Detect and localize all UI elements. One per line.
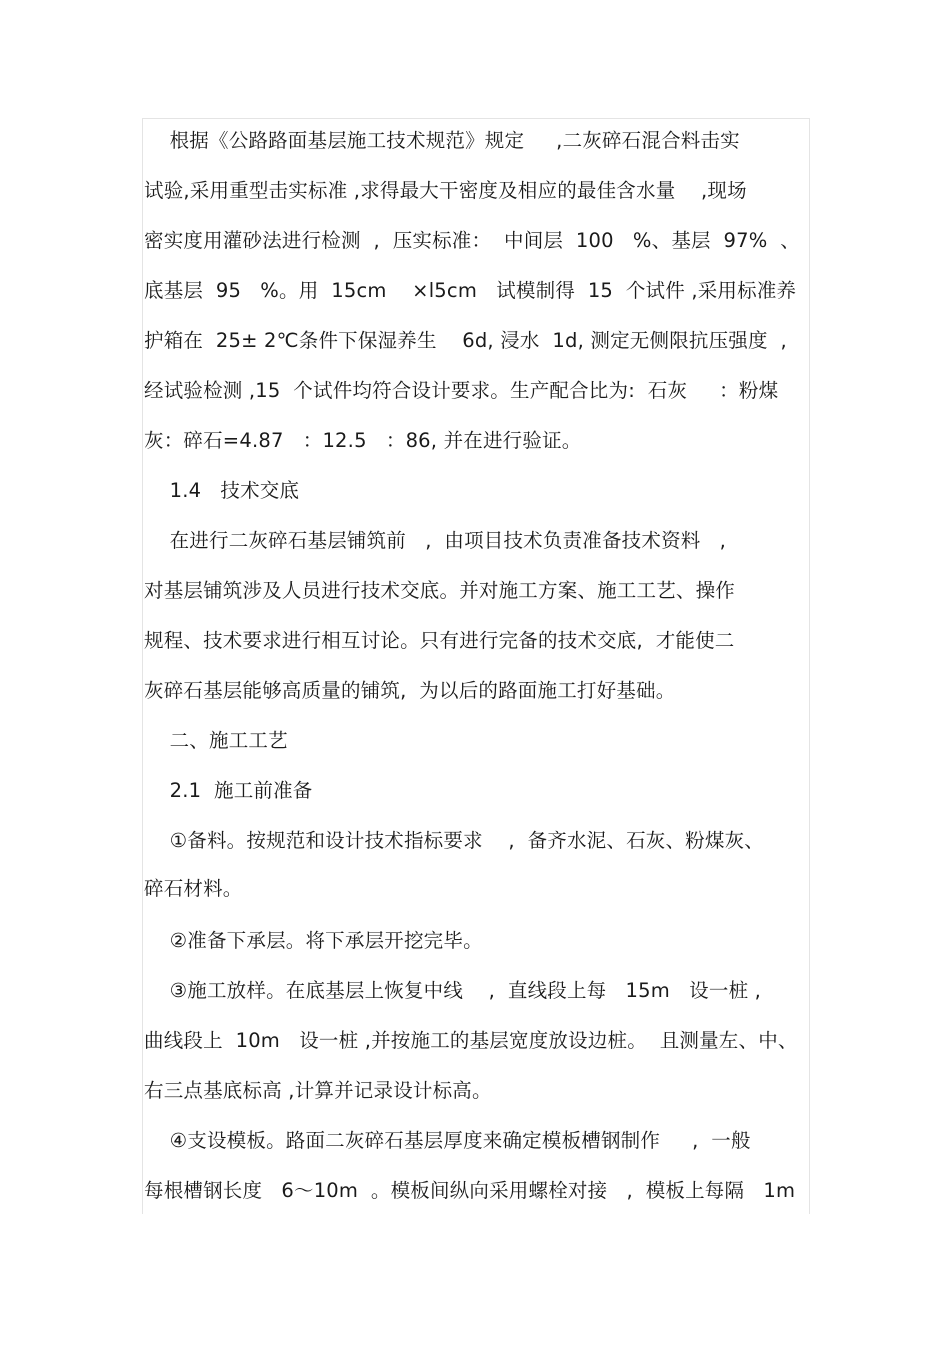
list-item-line: 碎石材料。 xyxy=(144,877,243,900)
paragraph-line: 密实度用灌砂法进行检测 , 压实标准： 中间层 100 %、基层 97% 、 xyxy=(144,229,800,252)
paragraph-line: 在进行二灰碎石基层铺筑前 , 由项目技术负责准备技术资料 , xyxy=(144,529,727,552)
section-heading: 1.4 技术交底 xyxy=(144,479,300,502)
list-item-line: ③施工放样。在底基层上恢复中线 , 直线段上每 15m 设一桩 , xyxy=(144,979,762,1002)
list-item-line: 右三点基底标高 ,计算并记录设计标高。 xyxy=(144,1079,492,1102)
list-item-line: 每根槽钢长度 6～10m 。模板间纵向采用螺栓对接 , 模板上每隔 1m xyxy=(144,1179,796,1202)
paragraph-line: 底基层 95 %。用 15cm ×l5cm 试模制得 15 个试件 ,采用标准养 xyxy=(144,279,797,302)
paragraph-line: 灰：碎石=4.87 ：12.5 ：86, 并在进行验证。 xyxy=(144,429,582,452)
paragraph-line: 护箱在 25± 2℃条件下保湿养生 6d, 浸水 1d, 测定无侧限抗压强度 , xyxy=(144,329,787,352)
paragraph-line: 经试验检测 ,15 个试件均符合设计要求。生产配合比为: 石灰 ：粉煤 xyxy=(144,379,779,402)
paragraph-line: 规程、技术要求进行相互讨论。只有进行完备的技术交底, 才能使二 xyxy=(144,629,735,652)
list-item-line: ②准备下承层。将下承层开挖完毕。 xyxy=(144,929,483,952)
list-item-line: ④支设模板。路面二灰碎石基层厚度来确定模板槽钢制作 , 一般 xyxy=(144,1129,751,1152)
section-heading: 二、施工工艺 xyxy=(144,729,288,752)
paragraph-line: 对基层铺筑涉及人员进行技术交底。并对施工方案、施工工艺、操作 xyxy=(144,579,736,602)
list-item-line: 曲线段上 10m 设一桩 ,并按施工的基层宽度放设边桩。 且测量左、中、 xyxy=(144,1029,798,1052)
paragraph-line: 灰碎石基层能够高质量的铺筑, 为以后的路面施工打好基础。 xyxy=(144,679,676,702)
paragraph-line: 试验,采用重型击实标准 ,求得最大干密度及相应的最佳含水量 ,现场 xyxy=(144,179,747,202)
paragraph-line: 根据《公路路面基层施工技术规范》规定 ,二灰碎石混合料击实 xyxy=(144,129,740,152)
list-item-line: ①备料。按规范和设计技术指标要求 , 备齐水泥、石灰、粉煤灰、 xyxy=(144,829,764,852)
section-heading: 2.1 施工前准备 xyxy=(144,779,313,802)
